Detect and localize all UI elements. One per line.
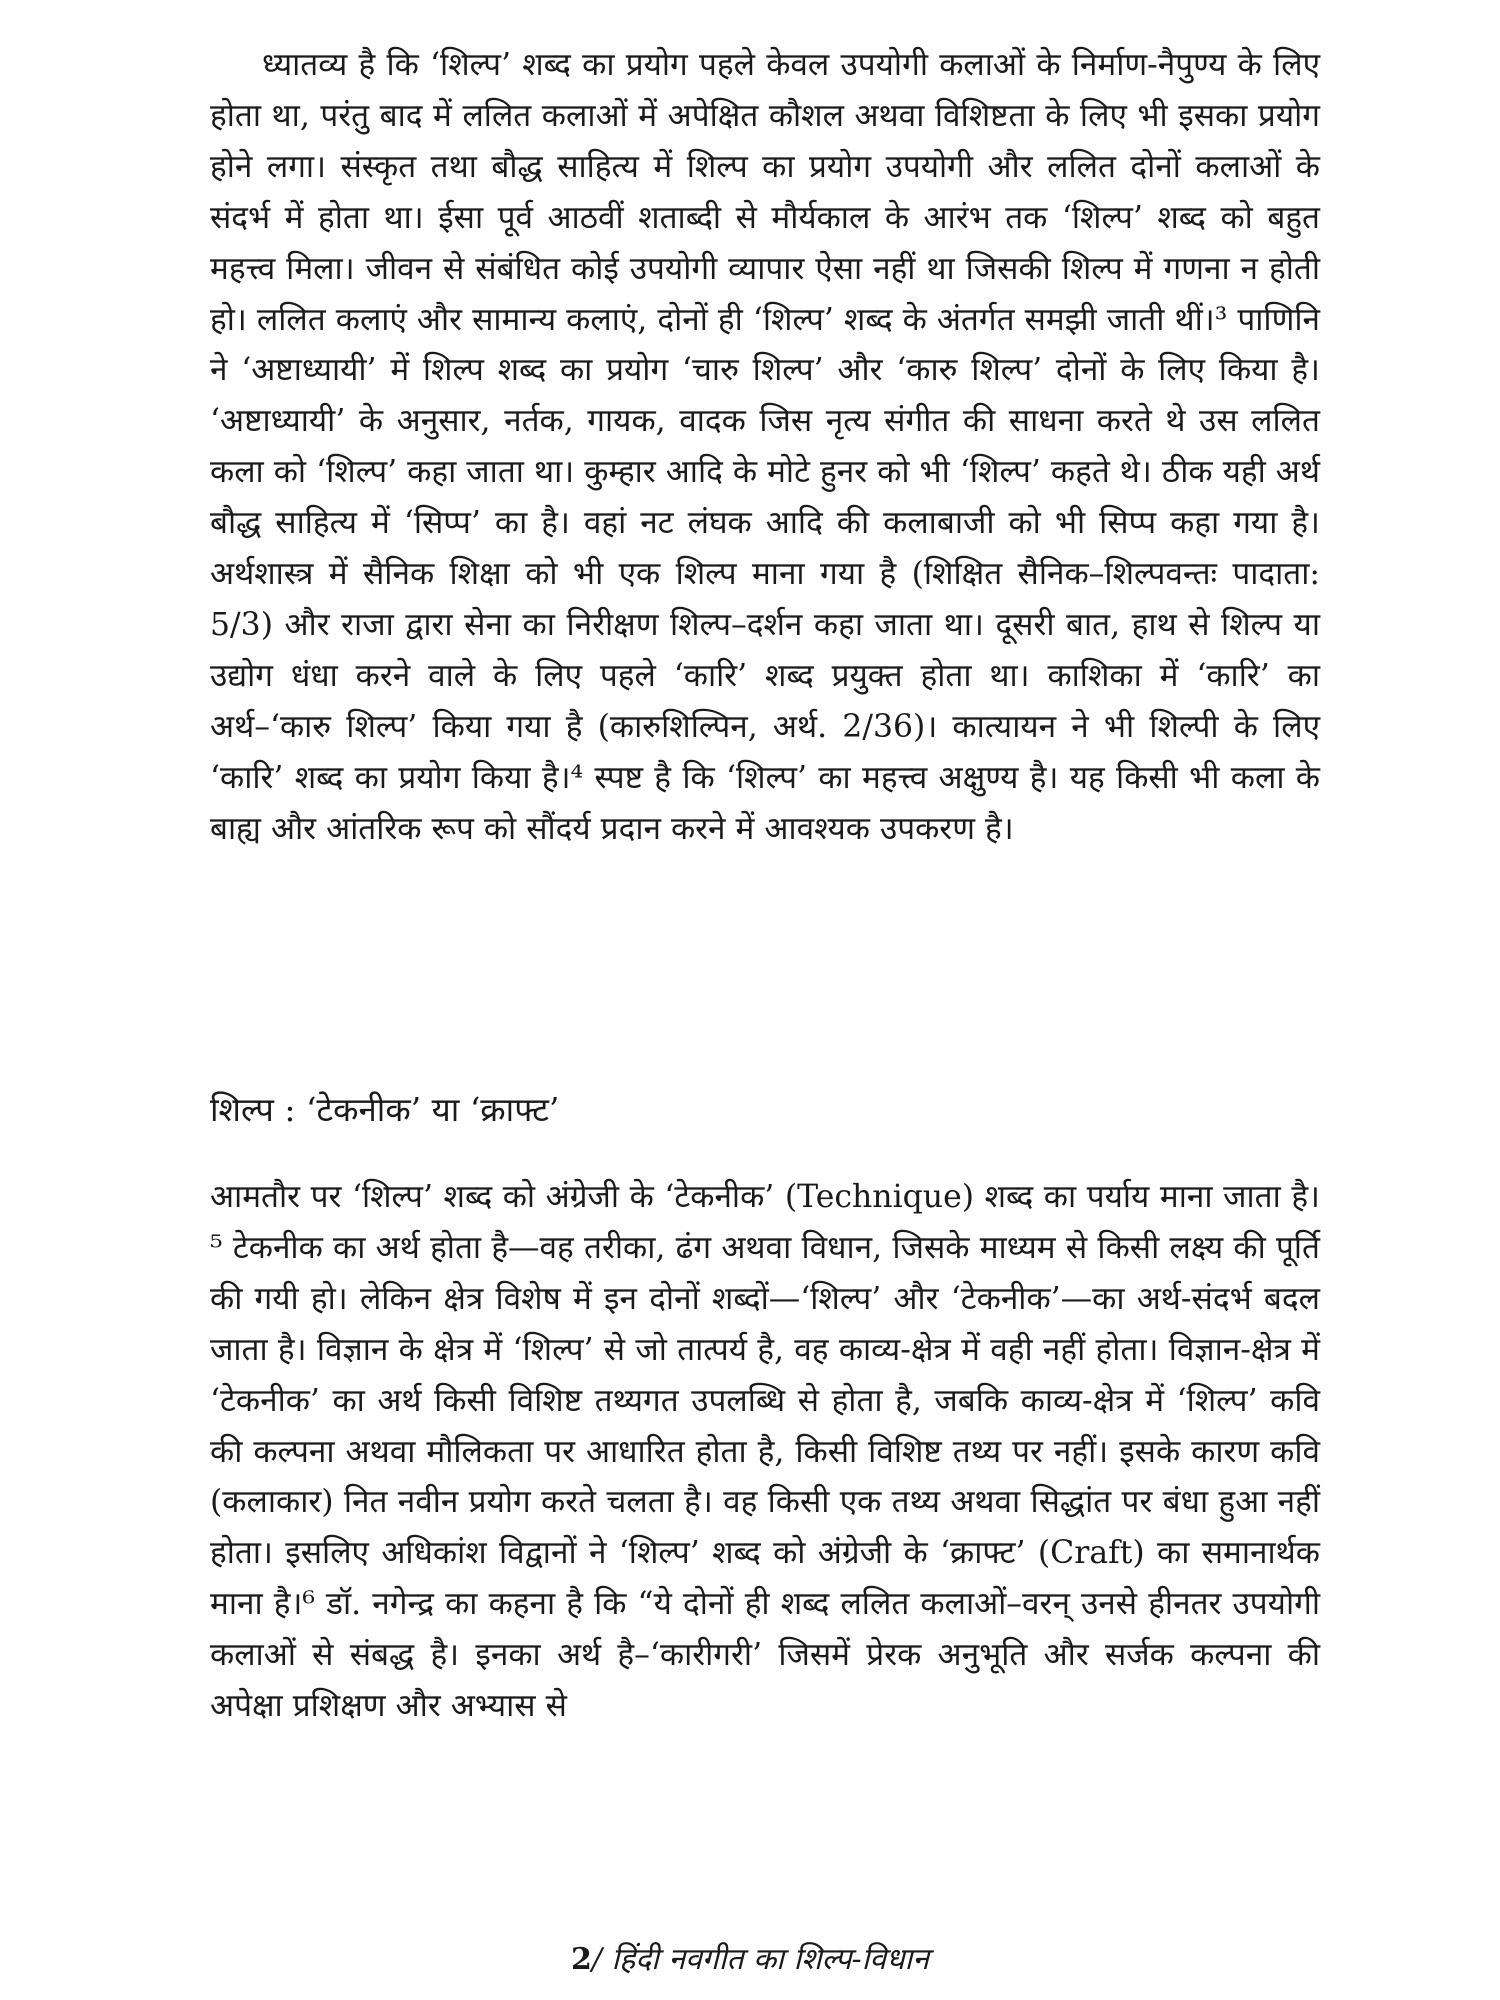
running-title: / हिंदी नवगीत का शिल्प-विधान	[591, 1942, 929, 1977]
paragraph-technique-craft: आमतौर पर ‘शिल्प’ शब्द को अंग्रेजी के ‘टेकनीक’ (Technique) शब्द का पर्याय माना जाता है।⁵ टेकनीक का अर्थ होता है—वह तरीका, ढंग अथवा विधान, जिसके माध्यम से किसी लक्ष्य की पूर्ति की गयी हो। लेकिन क्षेत्र विशेष में इन दोनों शब्दों—‘शिल्प’ और ‘टेकनीक’—का अर्थ-संदर्भ बदल जाता है। विज्ञान के क्षेत्र में ‘शिल्प’ से जो तात्पर्य है, वह काव्य-क्षेत्र में वही नहीं होता। विज्ञान-क्षेत्र में ‘टेकनीक’ का अर्थ किसी विशिष्ट तथ्यगत उपलब्धि से होता है, जबकि काव्य-क्षेत्र में ‘शिल्प’ कवि की कल्पना अथवा मौलिकता पर आधारित होता है, किसी विशिष्ट तथ्य पर नहीं। इसके कारण कवि (कलाकार) नित नवीन प्रयोग करते चलता है। वह किसी एक तथ्य अथवा सिद्धांत पर बंधा हुआ नहीं होता। इसलिए अधिकांश विद्वानों ने ‘शिल्प’ शब्द को अंग्रेजी के ‘क्राफ्ट’ (Craft) का समानार्थक माना है।⁶ डॉ. नगेन्द्र का कहना है कि “ये दोनों ही शब्द ललित कलाओं–वरन् उनसे हीनतर उपयोगी कलाओं से संबद्ध है। इनका अर्थ है–‘कारीगरी’ जिसमें प्रेरक अनुभूति और सर्जक कल्पना की अपेक्षा प्रशिक्षण और अभ्यास से	[210, 1179, 1320, 1725]
page-number: 2	[571, 1942, 592, 1977]
paragraph-shilp-usage: ध्यातव्य है कि ‘शिल्प’ शब्द का प्रयोग पहले केवल उपयोगी कलाओं के निर्माण-नैपुण्य के लिए होता था, परंतु बाद में ललित कलाओं में अपेक्षित कौशल अथवा विशिष्टता के लिए भी इसका प्रयोग होने लगा। संस्कृत तथा बौद्ध साहित्य में शिल्प का प्रयोग उपयोगी और ललित दोनों कलाओं के संदर्भ में होता था। ईसा पूर्व आठवीं शताब्दी से मौर्यकाल के आरंभ तक ‘शिल्प’ शब्द को बहुत महत्त्व मिला। जीवन से संबंधित कोई उपयोगी व्यापार ऐसा नहीं था जिसकी शिल्प में गणना न होती हो। ललित कलाएं और सामान्य कलाएं, दोनों ही ‘शिल्प’ शब्द के अंतर्गत समझी जाती थीं।³ पाणिनि ने ‘अष्टाध्यायी’ में शिल्प शब्द का प्रयोग ‘चारु शिल्प’ और ‘कारु शिल्प’ दोनों के लिए किया है। ‘अष्टाध्यायी’ के अनुसार, नर्तक, गायक, वादक जिस नृत्य संगीत की साधना करते थे उस ललित कला को ‘शिल्प’ कहा जाता था। कुम्हार आदि के मोटे हुनर को भी ‘शिल्प’ कहते थे। ठीक यही अर्थ बौद्ध साहित्य में ‘सिप्प’ का है। वहां नट लंघक आदि की कलाबाजी को भी सिप्प कहा गया है। अर्थशास्त्र में सैनिक शिक्षा को भी एक शिल्प माना गया है (शिक्षित सैनिक–शिल्पवन्तः पादाता: 5/3) और राजा द्वारा सेना का निरीक्षण शिल्प–दर्शन कहा जाता था। दूसरी बात, हाथ से शिल्प या उद्योग धंधा करने वाले के लिए पहले ‘कारि’ शब्द प्रयुक्त होता था। काशिका में ‘कारि’ का अर्थ–‘कारु शिल्प’ किया गया है (कारुशिल्पिन, अर्थ. 2/36)। कात्यायन ने भी शिल्पी के लिए ‘कारि’ शब्द का प्रयोग किया है।⁴ स्पष्ट है कि ‘शिल्प’ का महत्त्व अक्षुण्य है। यह किसी भी कला के बाह्य और आंतरिक रूप को सौंदर्य प्रदान करने में आवश्यक उपकरण है।	[210, 47, 1320, 847]
page-footer	[0, 1940, 1500, 1980]
section-heading: शिल्प : ‘टेकनीक’ या ‘क्राफ्ट’	[210, 1090, 560, 1129]
